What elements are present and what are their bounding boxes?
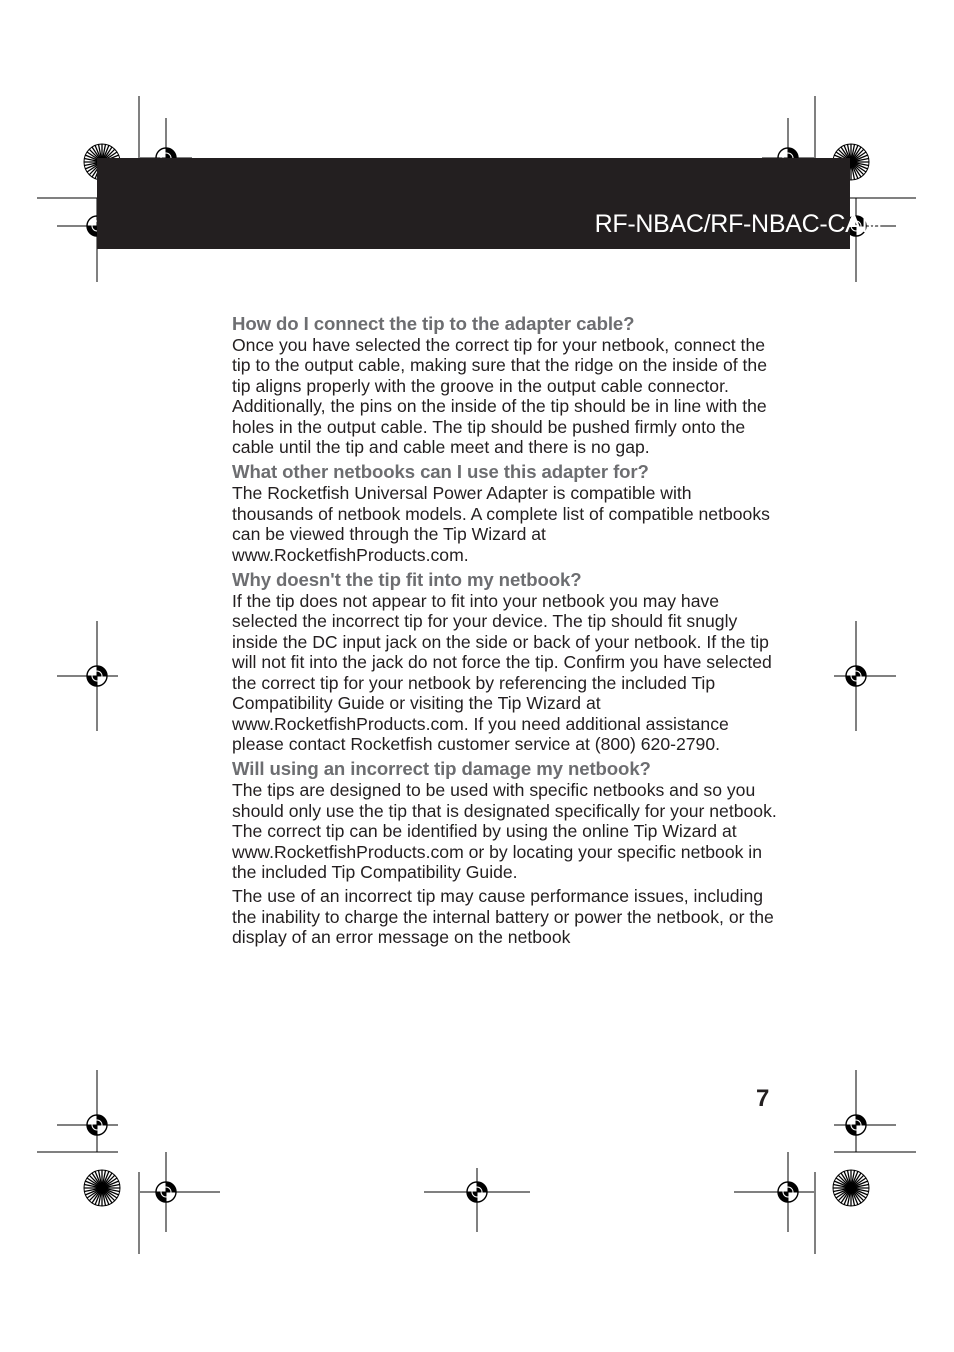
faq-answer: Once you have selected the correct tip for your netbook, connect the tip to the output cable, making sure that the ridge on the inside of the tip aligns properly with the groove in the output cable connector. Additionally, the pins on the inside of the tip should be in line with the holes in the output cable. The tip should be pushed firmly onto the cable until the tip and cable meet and there is no gap. xyxy=(232,335,768,458)
faq-answer: The Rocketfish Universal Power Adapter is compatible with thousands of netbook models. A complete list of compatible netbooks can be viewed through the Tip Wizard at www.RocketfishProducts.com. xyxy=(232,483,770,565)
faq-answer: The use of an incorrect tip may cause performance issues, including the inability to charge the internal battery or power the netbook, or the display of an error message on the netbook xyxy=(232,886,774,948)
faq-section-other-netbooks xyxy=(232,461,777,565)
faq-answer: The tips are designed to be used with specific netbooks and so you should only use the tip that is designated specifically for your netbook. The correct tip can be identified by using the online Tip Wizard at www.RocketfishProducts.com or by locating your specific netbook in the included Tip Compatibility Guide. xyxy=(232,780,777,882)
header-title: RF-NBAC/RF-NBAC-CAM xyxy=(594,210,882,238)
page-number: 7 xyxy=(756,1085,770,1112)
faq-question: Why doesn't the tip fit into my netbook? xyxy=(232,569,582,591)
faq-answer: If the tip does not appear to fit into your netbook you may have selected the incorrect tip for your device. The tip should fit snugly inside the DC input jack on the side or back of your netbook. If the tip will not fit into the jack do not force the tip. Confirm you have selected the correct tip for your netbook by referencing the included Tip Compatibility Guide or visiting the Tip Wizard at www.RocketfishProducts.com. If you need additional assistance please contact Rocketfish customer service at (800) 620-2790. xyxy=(232,591,772,754)
faq-section-incorrect-tip xyxy=(232,758,777,947)
faq-question: Will using an incorrect tip damage my netbook? xyxy=(232,758,651,780)
faq-question: How do I connect the tip to the adapter cable? xyxy=(232,313,635,334)
faq-section-tip-fit xyxy=(232,569,777,754)
faq-question: What other netbooks can I use this adapter for? xyxy=(232,461,649,483)
faq-section-connect-tip xyxy=(232,313,777,457)
faq-content xyxy=(232,313,777,952)
